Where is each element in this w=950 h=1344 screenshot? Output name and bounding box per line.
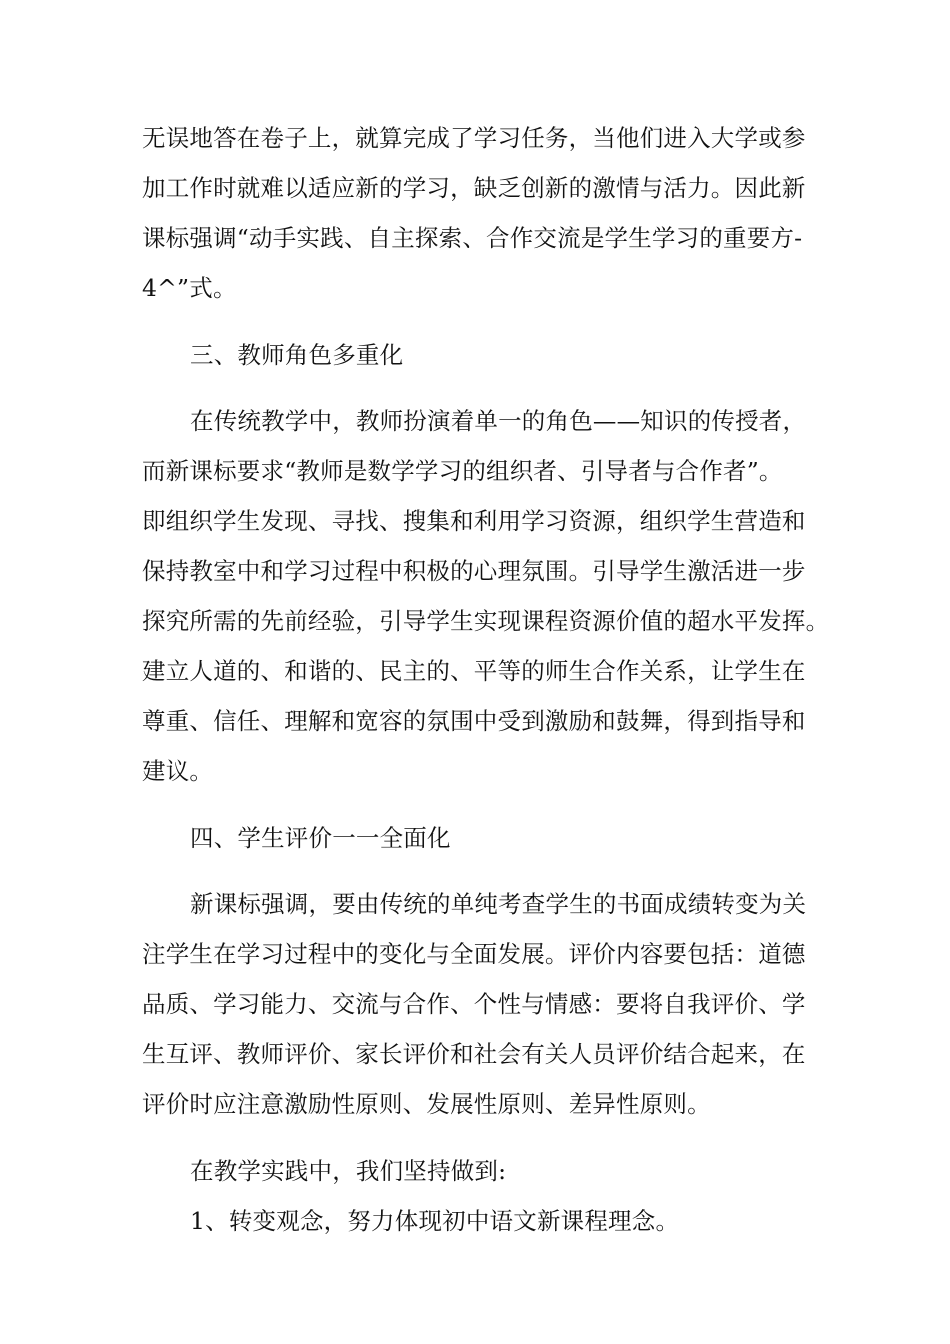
paragraph-3-line-4: 生互评、教师评价、家长评价和社会有关人员评价结合起来，在 bbox=[142, 1040, 806, 1068]
paragraph-2-line-6: 建立人道的、和谐的、民主的、平等的师生合作关系，让学生在 bbox=[142, 657, 806, 685]
paragraph-1-line-4: 4^”式。 bbox=[142, 274, 237, 302]
paragraph-3-line-1: 新课标强调，要由传统的单纯考查学生的书面成绩转变为关 bbox=[190, 890, 807, 918]
paragraph-1-line-3: 课标强调“动手实践、自主探索、合作交流是学生学习的重要方- bbox=[142, 224, 803, 252]
paragraph-1-line-2: 加工作时就难以适应新的学习，缺乏创新的激情与活力。因此新 bbox=[142, 174, 806, 202]
paragraph-2-line-2: 而新课标要求“教师是数学学习的组织者、引导者与合作者”。 bbox=[142, 457, 783, 485]
paragraph-3-line-5: 评价时应注意激励性原则、发展性原则、差异性原则。 bbox=[142, 1090, 711, 1118]
paragraph-2-line-4: 保持教室中和学习过程中积极的心理氛围。引导学生激活进一步 bbox=[142, 557, 806, 585]
paragraph-2-line-3: 即组织学生发现、寻找、搜集和利用学习资源，组织学生营造和 bbox=[142, 507, 806, 535]
paragraph-2-line-1: 在传统教学中，教师扮演着单一的角色——知识的传授者， bbox=[190, 407, 807, 435]
list-item-1: 1、转变观念，努力体现初中语文新课程理念。 bbox=[190, 1207, 680, 1235]
paragraph-2-line-5: 探究所需的先前经验，引导学生实现课程资源价值的超水平发挥。 bbox=[142, 607, 830, 635]
paragraph-2-line-8: 建议。 bbox=[142, 757, 214, 785]
section-heading-3: 三、教师角色多重化 bbox=[190, 341, 404, 369]
paragraph-2-line-7: 尊重、信任、理解和宽容的氛围中受到激励和鼓舞，得到指导和 bbox=[142, 707, 806, 735]
paragraph-3-line-3: 品质、学习能力、交流与合作、个性与情感：要将自我评价、学 bbox=[142, 990, 806, 1018]
paragraph-4-line-1: 在教学实践中，我们坚持做到: bbox=[190, 1157, 507, 1185]
paragraph-1-line-1: 无误地答在卷子上，就算完成了学习任务，当他们进入大学或参 bbox=[142, 124, 806, 152]
paragraph-3-line-2: 注学生在学习过程中的变化与全面发展。评价内容要包括：道德 bbox=[142, 940, 806, 968]
section-heading-4: 四、学生评价一一全面化 bbox=[190, 824, 451, 852]
